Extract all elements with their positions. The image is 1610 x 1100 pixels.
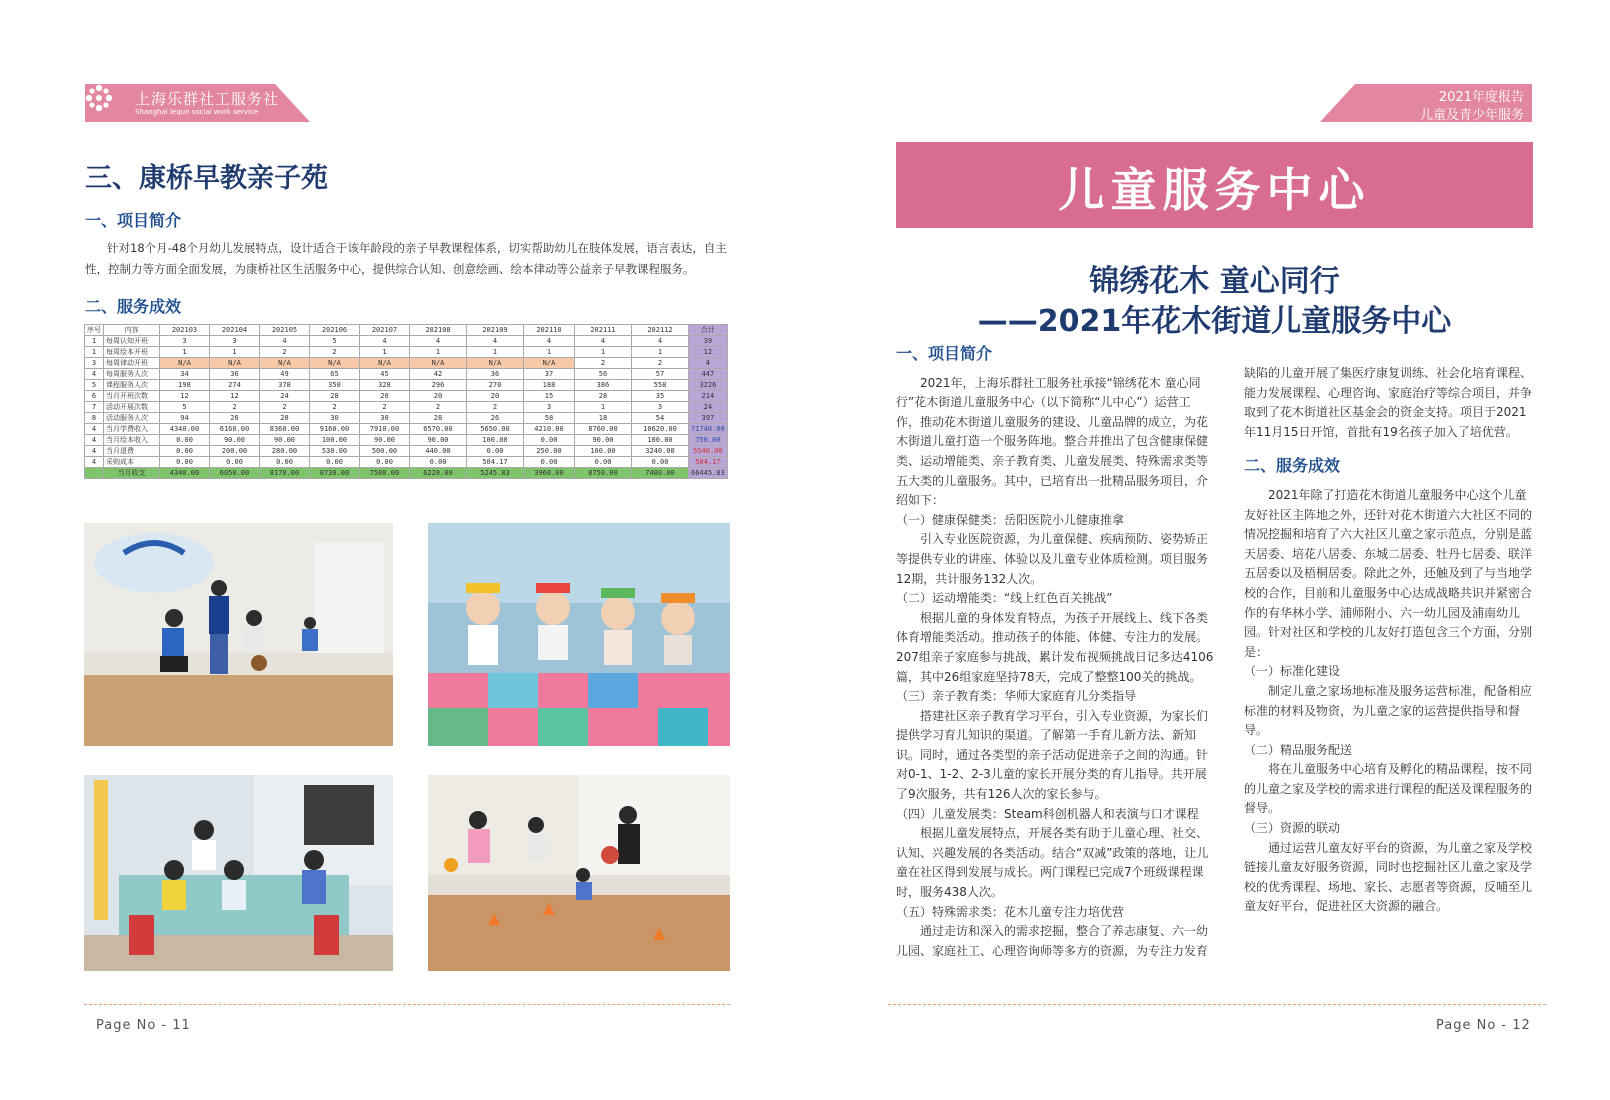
paragraph: 根据儿童的身体发育特点，为孩子开展线上、线下各类体育增能类活动。推动孩子的体能、体健、专注力的发展。207组亲子家庭参与挑战，累计发布视频挑战日记多达4106篇，其中26组家庭坚持78天，完成了整整100关的挑战。 [896,610,1214,684]
org-name-en: Shanghai lequn social work service [135,108,259,116]
table-row [85,435,728,446]
summary-cell: 7480.00 [632,468,689,479]
table-cell: 2 [260,347,310,358]
table-row [85,391,728,402]
table-cell: 每周服务人次 [104,369,160,380]
table-cell: 34 [160,369,210,380]
table-cell: 3 [85,358,104,369]
table-cell: 0.00 [632,457,689,468]
article-subtitle: ——2021年花木街道儿童服务中心 [977,304,1452,339]
table-cell: 每周认知开班 [104,336,160,347]
table-cell: 采购成本 [104,457,160,468]
right-footer-divider [888,1004,1546,1005]
table-cell: 0.00 [260,457,310,468]
table-row [85,358,728,369]
table-cell: 2 [467,402,524,413]
report-year: 2021年度报告 [1438,90,1524,105]
table-cell: 8760.00 [575,424,632,435]
table-cell: 当月开班次数 [104,391,160,402]
table-cell: 45 [360,369,410,380]
table-cell: 18 [575,413,632,424]
table-cell: 4 [85,457,104,468]
table-cell: 2 [410,402,467,413]
table-cell: 280.00 [260,446,310,457]
table-cell: 0.00 [524,435,575,446]
table-cell: 2 [632,358,689,369]
table-cell: 当月退费 [104,446,160,457]
table-cell: 1 [210,347,260,358]
intro-heading: 一、项目简介 [85,211,182,230]
summary-cell: 8750.00 [575,468,632,479]
table-cell: 4 [524,336,575,347]
table-cell: 0.00 [524,457,575,468]
table-cell: 12 [210,391,260,402]
report-category: 儿童及青少年服务 [1419,108,1524,123]
table-cell: 71740.00 [689,424,728,435]
table-cell: 每周律动开班 [104,358,160,369]
summary-cell: 6220.00 [410,468,467,479]
table-cell: 每周绘本开班 [104,347,160,358]
right-column-1 [896,344,1214,961]
service-results-heading: 二、服务成效 [1244,456,1341,476]
flower-logo-icon [85,84,113,112]
table-cell: 24 [260,391,310,402]
category-heading: （一）健康保健类：岳阳医院小儿健康推拿 [896,512,1125,527]
table-cell: 90.00 [210,435,260,446]
table-cell: 0.00 [360,457,410,468]
table-header-cell: 202104 [210,325,260,336]
table-cell: 90.00 [410,435,467,446]
table-cell: 504.17 [467,457,524,468]
table-cell: N/A [410,358,467,369]
table-header-cell: 202108 [410,325,467,336]
table-cell: 5 [160,402,210,413]
table-cell: 4 [85,369,104,380]
aspect-heading: （二）精品服务配送 [1244,742,1353,757]
right-page-number: Page No - 12 [1436,1018,1531,1033]
table-cell: 274 [210,380,260,391]
table-row [85,413,728,424]
table-cell: 活动服务人次 [104,413,160,424]
summary-cell: 当月收支 [104,468,160,479]
table-cell: N/A [310,358,360,369]
table-craft-photo [84,775,393,971]
table-cell: 28 [575,391,632,402]
results-heading: 二、服务成效 [85,297,182,316]
table-cell: 270 [467,380,524,391]
center-title: 儿童服务中心 [1058,163,1371,217]
table-cell: 当月绘本收入 [104,435,160,446]
table-cell: 15 [524,391,575,402]
table-cell: 90.00 [360,435,410,446]
article-title: 锦绣花木 童心同行 [1089,264,1340,299]
table-header-cell: 202106 [310,325,360,336]
table-cell: 0.00 [575,457,632,468]
table-cell: N/A [524,358,575,369]
table-cell: 36 [210,369,260,380]
table-cell: 250.00 [524,446,575,457]
project-intro-heading: 一、项目简介 [896,344,993,363]
table-cell: 30 [310,413,360,424]
table-cell: 0.00 [467,446,524,457]
table-cell: 26 [210,413,260,424]
table-cell: 2 [260,402,310,413]
table-header-cell: 202105 [260,325,310,336]
table-cell: N/A [160,358,210,369]
table-cell: 0.00 [310,457,360,468]
table-cell: 397 [689,413,728,424]
table-cell: 3 [632,402,689,413]
intro-text: 针对18个月-48个月幼儿发展特点，设计适合于该年龄段的亲子早教课程体系，切实帮助幼儿在肢体发展，语言表达，自主性，控制力等方面全面发展，为康桥社区生活服务中心，提供综合认知、创意绘画、绘本律动等公益亲子早教课程服务。 [85,241,727,276]
summary-row [85,468,728,479]
table-cell: 8360.00 [260,424,310,435]
table-cell: 10620.00 [632,424,689,435]
summary-cell [85,468,104,479]
table-cell: 20 [467,391,524,402]
table-cell: 37 [524,369,575,380]
table-cell: 4 [85,446,104,457]
table-cell: 3226 [689,380,728,391]
table-cell: 5650.00 [467,424,524,435]
table-cell: 100.00 [467,435,524,446]
table-row [85,347,728,358]
table-cell: 4 [632,336,689,347]
right-column-2 [1244,364,1534,917]
paragraph: 通过走访和深入的需求挖掘，整合了养志康复、六一幼儿园、家庭社工、心理咨询师等多方的资源，为专注力发育 [896,924,1209,958]
left-page-number: Page No - 11 [96,1018,191,1033]
table-header-cell: 202107 [360,325,410,336]
table-cell: 1 [360,347,410,358]
category-heading: （四）儿童发展类：Steam科创机器人和表演与口才课程 [896,806,1199,821]
table-header-cell: 202110 [524,325,575,336]
table-cell: 2 [575,358,632,369]
table-cell: N/A [260,358,310,369]
table-cell: 当月学费收入 [104,424,160,435]
table-cell: 39 [689,336,728,347]
table-cell: 9160.00 [310,424,360,435]
paragraph: 通过运营儿童友好平台的资源，为儿童之家及学校链接儿童友好服务资源，同时也挖掘社区儿童之家及学校的优秀课程、场地、家长、志愿者等资源，反哺至儿童友好平台，促进社区大资源的融合。 [1244,840,1533,914]
summary-cell: 8170.00 [260,468,310,479]
table-cell: 7 [85,402,104,413]
table-cell: 1 [575,347,632,358]
category-heading: （三）亲子教育类：华师大家庭育儿分类指导 [896,689,1137,704]
table-cell: 90.00 [260,435,310,446]
table-cell: 4 [575,336,632,347]
table-row [85,380,728,391]
table-cell: 49 [260,369,310,380]
table-cell: 440.00 [410,446,467,457]
summary-cell: 3960.00 [524,468,575,479]
table-row [85,369,728,380]
table-header-cell: 内容 [104,325,160,336]
table-cell: 28 [260,413,310,424]
table-cell: 36 [467,369,524,380]
table-cell: 5540.00 [689,446,728,457]
left-footer-divider [84,1004,730,1005]
toddlers-on-mat-photo [428,523,730,746]
table-header-cell: 序号 [85,325,104,336]
table-cell: 28 [410,413,467,424]
table-cell: 65 [310,369,360,380]
table-cell: 56 [575,369,632,380]
paragraph: 根据儿童发展特点，开展各类有助于儿童心理、社交、认知、兴趣发展的各类活动。结合“双减”政策的落地，让儿童在社区得到发展与成长。两门课程已完成7个班级课程课时，服务438人次。 [896,826,1209,900]
aspect-heading: （一）标准化建设 [1244,664,1341,679]
table-cell: 1 [85,336,104,347]
table-header-cell: 202109 [467,325,524,336]
table-header-cell: 202111 [575,325,632,336]
table-cell: 328 [360,380,410,391]
stats-table [84,324,728,479]
table-cell: 558 [632,380,689,391]
table-cell: 0.00 [160,457,210,468]
table-cell: 42 [410,369,467,380]
table-cell: 3 [210,336,260,347]
table-cell: 1 [575,402,632,413]
paragraph: 将在儿童服务中心培育及孵化的精品课程，按不同的儿童之家及学校的需求进行课程的配送及课程服务的督导。 [1244,762,1533,816]
table-cell: 12 [689,347,728,358]
table-header-cell: 202112 [632,325,689,336]
table-cell: 30 [360,413,410,424]
table-cell: 6160.00 [210,424,260,435]
table-cell: 214 [689,391,728,402]
table-row [85,336,728,347]
aspect-heading: （三）资源的联动 [1244,821,1341,836]
paragraph: 2021年，上海乐群社工服务社承接“锦绣花木 童心同行”花木街道儿童服务中心（以下简称“儿中心”）运营工作，推动花木街道儿童服务的建设、儿童品牌的成立，为花木街道儿童打造一个服务阵地。整合并推出了包含健康保健类、运动增能类、亲子教育类、儿童发展类、特殊需求类等五大类的儿童服务。其中，已培育出一批精品服务项目，介绍如下： [896,375,1209,508]
table-cell: 4 [467,336,524,347]
table-cell: 4 [85,424,104,435]
table-cell: 3 [160,336,210,347]
table-cell: 7910.00 [360,424,410,435]
kids-squatting-photo [84,523,393,746]
table-cell: 2 [310,402,360,413]
table-cell: 386 [575,380,632,391]
table-cell: 198 [160,380,210,391]
table-cell: 4 [410,336,467,347]
table-cell: 378 [260,380,310,391]
table-cell: 4340.00 [160,424,210,435]
table-cell: 94 [160,413,210,424]
summary-cell: 8730.00 [310,468,360,479]
table-cell: 4 [689,358,728,369]
table-cell: 1 [524,347,575,358]
table-cell: 26 [467,413,524,424]
table-cell: 0.00 [410,457,467,468]
paragraph: 制定儿童之家场地标准及服务运营标准，配备相应标准的材料及物资，为儿童之家的运营提供指导和督导。 [1244,683,1533,738]
table-cell: 90.00 [575,435,632,446]
table-cell: 6 [85,391,104,402]
table-cell: 35 [632,391,689,402]
table-cell: 200.00 [210,446,260,457]
table-cell: N/A [360,358,410,369]
table-cell: 2 [360,402,410,413]
table-cell: 20 [410,391,467,402]
table-cell: 1 [410,347,467,358]
paragraph: 缺陷的儿童开展了集医疗康复训练、社会化培育课程、能力发展课程、心理咨询、家庭治疗等综合项目，并争取到了花木街道社区基金会的资金支持。项目于2021年11月15日开馆，首批有19名孩子加入了培优营。 [1244,366,1533,439]
table-cell: 6570.00 [410,424,467,435]
table-cell: 447 [689,369,728,380]
table-row [85,457,728,468]
table-cell: 100.00 [632,435,689,446]
table-cell: 57 [632,369,689,380]
table-cell: 0.00 [160,435,210,446]
ball-play-photo [428,775,730,971]
report-header-banner [1320,84,1532,122]
summary-cell: 4340.00 [160,468,210,479]
table-row [85,446,728,457]
table-cell: 5 [85,380,104,391]
table-cell: 188 [524,380,575,391]
table-cell: 54 [632,413,689,424]
table-cell: 350 [310,380,360,391]
table-cell: 1 [160,347,210,358]
table-cell: 530.00 [310,446,360,457]
table-cell: 1 [632,347,689,358]
table-cell: 58 [524,413,575,424]
table-row [85,424,728,435]
table-cell: 4 [260,336,310,347]
org-name-cn: 上海乐群社工服务社 [135,90,280,108]
category-heading: （二）运动增能类：“线上红色百关挑战” [896,591,1113,606]
table-cell: 1 [85,347,104,358]
table-cell: 504.17 [689,457,728,468]
table-cell: 24 [689,402,728,413]
table-cell: N/A [467,358,524,369]
table-cell: 100.00 [575,446,632,457]
section-title: 三、康桥早教亲子苑 [85,163,328,194]
category-heading: （五）特殊需求类：花木儿童专注力培优营 [896,904,1125,919]
summary-cell: 7500.00 [360,468,410,479]
table-header-cell: 合计 [689,325,728,336]
table-cell: 750.00 [689,435,728,446]
table-cell: 100.00 [310,435,360,446]
table-cell: 2 [210,402,260,413]
summary-cell: 5245.83 [467,468,524,479]
table-cell: 1 [467,347,524,358]
table-cell: 4210.00 [524,424,575,435]
table-cell: 0.00 [160,446,210,457]
table-cell: 500.00 [360,446,410,457]
table-cell: 3 [524,402,575,413]
table-cell: 296 [410,380,467,391]
summary-cell: 6050.00 [210,468,260,479]
table-header-cell: 202103 [160,325,210,336]
table-cell: 20 [360,391,410,402]
stats-table-wrap [84,324,728,479]
table-cell: 12 [160,391,210,402]
table-cell: 0.00 [210,457,260,468]
table-cell: 4 [360,336,410,347]
table-cell: 2 [310,347,360,358]
paragraph: 引入专业医院资源，为儿童保健、疾病预防、姿势矫正等提供专业的讲座、体验以及儿童专业体质检测。项目服务12期，共计服务132人次。 [896,532,1209,586]
table-cell: 8 [85,413,104,424]
table-cell: 28 [310,391,360,402]
table-cell: 3240.00 [632,446,689,457]
summary-cell: 66445.83 [689,468,728,479]
table-cell: 活动开展次数 [104,402,160,413]
paragraph: 搭建社区亲子教育学习平台，引入专业资源，为家长们提供学习育儿知识的渠道。了解第一手育儿新方法、新知识。同时，通过各类型的亲子活动促进亲子之间的沟通。针对0-1、1-2、2-3儿童的家长开展分类的育儿指导。共开展了9次服务，共有126人次的家长参与。 [896,708,1209,802]
table-cell: 课程服务人次 [104,380,160,391]
org-header-banner [85,84,310,122]
paragraph: 2021年除了打造花木街道儿童服务中心这个儿童友好社区主阵地之外，还针对花木街道六大社区不同的情况挖掘和培育了六大社区儿童之家示范点，分别是蓝天居委、培花八居委、东城二居委、牡丹七居委、联洋五居委以及梧桐居委。除此之外，还触及到了与当地学校的合作，目前和儿童服务中心达成战略共识并紧密合作的有华林小学、浦师附小、六一幼儿园及浦南幼儿园。针对社区和学校的儿友好打造包含三个方面，分别是： [1244,487,1533,659]
table-cell: N/A [210,358,260,369]
table-cell: 4 [85,435,104,446]
table-row [85,402,728,413]
center-title-band [896,142,1533,228]
table-cell: 5 [310,336,360,347]
